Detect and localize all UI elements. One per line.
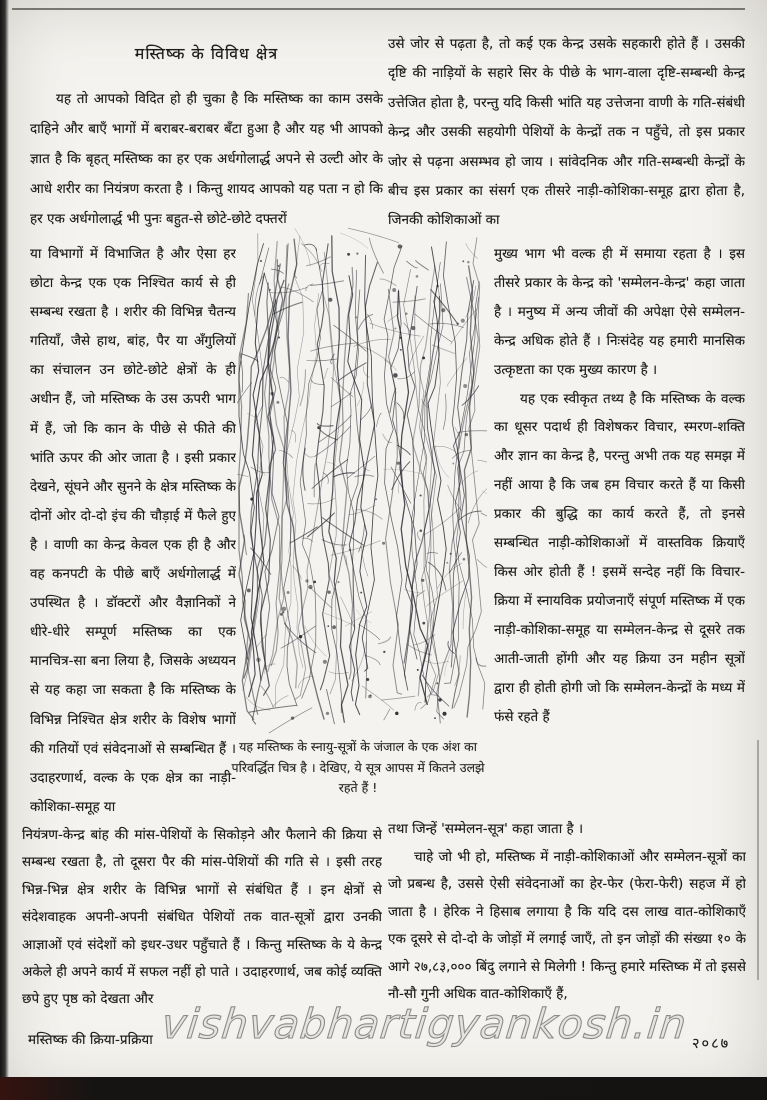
right-column-narrow-text <box>494 240 745 818</box>
left-column-bottom-text: नियंत्रण-केन्द्र बांह की मांस-पेशियों के सिकोड़ने और फैलाने की क्रिया से सम्बन्ध रखता है, तो दूसरा पैर की मांस-पेशियों की गति से । इसी तरह भिन्न-भिन्न क्षेत्र शरीर के विभिन्न भागों से संबंधित हैं । इन क्षेत्रों से संदेशवाहक अपनी-अपनी संबंधित पेशियों तक वात-सूत्रों द्वारा उनकी आज्ञाओं एवं संदेशों को इधर-उधर पहुँचाते हैं । किन्तु मस्तिष्क के ये केन्द्र अकेले ही अपने कार्य में सफल नहीं हो पाते । उदाहरणार्थ, जब कोई व्यक्ति छपे हुए पृष्ठ को देखता और <box>22 827 382 1008</box>
page-edge-bottom-bar <box>0 1077 767 1100</box>
site-watermark: vishvabhartigyankosh.in <box>159 1000 690 1048</box>
right-narrow-paragraph-a: मुख्य भाग भी वल्क ही में समाया रहता है । इस तीसरे प्रकार के केन्द्र को 'सम्मेलन-केन्द्र' कहा जाता है । मनुष्य में अन्य जीवों की अपेक्षा ऐसे सम्मेलन-केन्द्र अधिक होते हैं । निःसंदेह यह हमारी मानसिक उत्कृष्टता का एक मुख्य कारण है । <box>494 246 745 378</box>
figure-caption: यह मस्तिष्क के स्नायु-सूत्रों के जंजाल के एक अंश का परिवर्द्धित चित्र है । देखिए, ये सूत्र आपस में कितने उलझे रहते हैं ! <box>231 739 485 795</box>
page-edge-right-line <box>757 740 759 980</box>
nerve-fibres-drawing <box>237 226 487 734</box>
page-edge-left-shadow <box>0 0 9 1100</box>
section-heading: मस्तिष्क के विविध क्षेत्र <box>134 44 279 63</box>
running-title: मस्तिष्क की क्रिया-प्रक्रिया <box>28 1032 153 1048</box>
right-bottom-paragraph-a: तथा जिन्हें 'सम्मेलन-सूत्र' कहा जाता है । <box>388 821 584 837</box>
nerve-fibres-figure <box>237 226 487 734</box>
right-column-top-text: उसे जोर से पढ़ता है, तो कई एक केन्द्र उसके सहकारी होते हैं । उसकी दृष्टि की नाड़ियों के सहारे सिर के पीछे के भाग-वाला दृष्टि-सम्बन्धी केन्द्र उत्तेजित होता है, परन्तु यदि किसी भांति यह उत्तेजना वाणी के गति-संबंधी केन्द्र और उसकी सहयोगी पेशियों के केन्द्रों तक न पहुँचे, तो इस प्रकार जोर से पढ़ना असम्भव हो जाय । सांवेदनिक और गति-सम्बन्धी केन्द्रों के बीच इस प्रकार का संसर्ग एक तीसरे नाड़ी-कोशिका-समूह द्वारा होता है, जिनकी कोशिकाओं का <box>388 36 745 229</box>
right-column-bottom-text <box>388 816 746 1018</box>
page-edge-top-line <box>12 8 745 10</box>
page-number: २०८७ <box>692 1036 731 1052</box>
left-column-paragraph-1: यह तो आपको विदित हो ही चुका है कि मस्तिष्क का काम उसके दाहिने और बाएँ भागों में बराबर-बराबर बँटा हुआ है और यह भी आपको ज्ञात है कि बृहत् मस्तिष्क का हर एक अर्धगोलार्द्ध अपने से उल्टी ओर के आधे शरीर का नियंत्रण करता है । किन्तु शायद आपको यह पता न हो कि हर एक अर्धगोलार्द्ध भी पुनः बहुत-से छोटे-छोटे दफ्तरों <box>30 91 383 227</box>
right-bottom-paragraph-b: चाहे जो भी हो, मस्तिष्क में नाड़ी-कोशिकाओं और सम्मेलन-सूत्रों का जो प्रबन्ध है, उससे ऐसी संवेदनाओं का हेर-फेर (फेरा-फेरी) सहज में हो जाता है । हेरिक ने हिसाब लगाया है कि यदि दस लाख वात-कोशिकाएँ एक दूसरे से दो-दो के जोड़ों में लगाई जाएँ, तो इन जोड़ों की संख्या १० के आगे २७,८३,००० बिंदु लगाने से मिलेगी ! किन्तु हमारे मस्तिष्क में तो इससे नौ-सौ गुनी अधिक वात-कोशिकाएँ हैं, <box>388 848 746 1002</box>
left-column-narrow-text: या विभागों में विभाजित है और ऐसा हर छोटा केन्द्र एक एक निश्चित कार्य से ही सम्बन्ध रखता है । शरीर की विभिन्न चैतन्य गतियाँ, जैसे हाथ, बांह, पैर या अँगुलियों का संचालन उन छोटे-छोटे क्षेत्रों के ही अधीन हैं, जो मस्तिष्क के उस ऊपरी भाग में हैं, जो कि कान के पीछे से फीते की भांति ऊपर की ओर जाता है । इसी प्रकार देखने, सूंघने और सुनने के क्षेत्र मस्तिष्क के दोनों ओर दो-दो इंच की चौड़ाई में फैले हुए है । वाणी का केन्द्र केवल एक ही है और वह कनपटी के पीछे बाएँ अर्धगोलार्द्ध में उपस्थित है । डॉक्टरों और वैज्ञानिकों ने धीरे-धीरे सम्पूर्ण मस्तिष्क का एक मानचित्र-सा बना लिया है, जिसके अध्ययन से यह कहा जा सकता है कि मस्तिष्क के विभिन्न निश्चित क्षेत्र शरीर के विशेष भागों की गतियों एवं संवेदनाओं से सम्बन्धित हैं । उदाहरणार्थ, वल्क के एक क्षेत्र का नाड़ी-कोशिका-समूह या <box>30 246 236 815</box>
right-narrow-paragraph-b: यह एक स्वीकृत तथ्य है कि मस्तिष्क के वल्क का धूसर पदार्थ ही विशेषकर विचार, स्मरण-शक्ति और ज्ञान का केन्द्र है, परन्तु अभी तक यह समझ में नहीं आया है कि जब हम विचार करते हैं या किसी प्रकार की बुद्धि का कार्य करते हैं, तो इनसे सम्बन्धित नाड़ी-कोशिकाओं में वास्तविक क्रियाएँ किस ओर होती हैं ! इसमें सन्देह नहीं कि विचार-क्रिया में स्नायविक प्रयोजनाएँ संपूर्ण मस्तिष्क में एक नाड़ी-कोशिका-समूह या सम्मेलन-केन्द्र से दूसरे तक आती-जाती होंगी और यह क्रिया उन महीन सूत्रों द्वारा ही होती होगी जो कि सम्मेलन-केन्द्रों के मध्य में फंसे रहते हैं <box>494 390 745 725</box>
